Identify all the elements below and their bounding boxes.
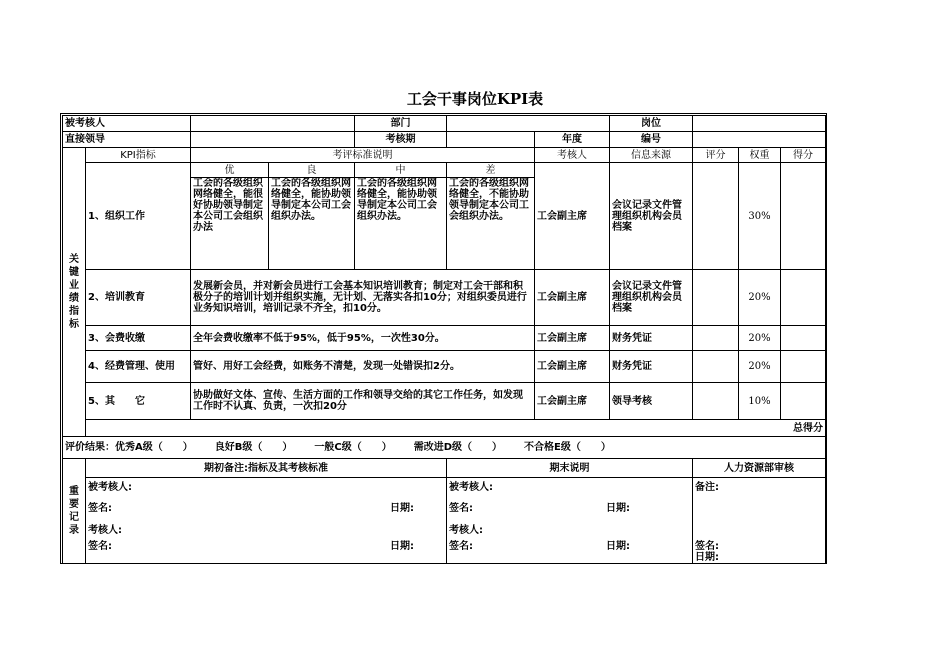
kpi-criteria: 协助做好文体、宣传、生活方面的工作和领导交给的其它工作任务，如发现工作时不认真、负责，一次扣20分 [191, 383, 535, 420]
rating-a[interactable]: 优秀A级（ ） [115, 442, 193, 453]
number-label: 编号 [610, 132, 693, 148]
year-label: 年度 [535, 132, 610, 148]
records-assessor-block [86, 520, 447, 564]
sign-label: 签名: [449, 540, 473, 552]
records-sign-row-1 [86, 497, 447, 520]
evaluation-label: 评价结果： [65, 442, 115, 453]
criteria-excellent: 工会的各级组织网络健全，能很好协助领导制定本公司工会组织办法 [191, 178, 269, 270]
date-label: 日期: [695, 551, 719, 563]
rating-e[interactable]: 不合格E级（ ） [524, 442, 611, 453]
leader-value[interactable] [191, 132, 355, 148]
kpi-table [62, 115, 826, 564]
col-kpi-header: KPI指标 [86, 148, 191, 163]
assessee-value[interactable] [191, 116, 355, 132]
kpi-criteria: 全年会费收缴率不低于95%，低于95%，一次性30分。 [191, 326, 535, 351]
col-assessor-header: 考核人 [535, 148, 610, 163]
sign-label: 签名: [449, 502, 473, 514]
page-title: 工会干事岗位KPI表 [406, 90, 544, 108]
kpi-weight: 20% [739, 270, 781, 326]
kpi-assessor: 工会副主席 [535, 326, 610, 351]
period-label: 考核期 [355, 132, 447, 148]
kpi-name: 2、培训教育 [86, 270, 191, 326]
records-side-label: 重 要 记 录 [63, 459, 86, 564]
sign-label: 签名: [695, 540, 719, 552]
kpi-points[interactable] [781, 270, 826, 326]
kpi-weight: 20% [739, 351, 781, 383]
rating-c[interactable]: 一般C级（ ） [314, 442, 392, 453]
kpi-criteria: 发展新会员，并对新会员进行工会基本知识培训教育；制定对工会干部和积极分子的培训计划并组织实施，无计划、无落实各扣10分；对组织委员进行业务知识培训，培训记录不齐全，扣10分。 [191, 270, 535, 326]
kpi-name: 3、会费收缴 [86, 326, 191, 351]
records-col3-title: 人力资源部审核 [693, 459, 826, 478]
sign-label: 签名: [88, 540, 112, 552]
rating-b[interactable]: 良好B级（ ） [214, 442, 293, 453]
criteria-medium: 工会的各级组织网络健全，能协助领导制定本公司工会组织办法。 [355, 178, 447, 270]
kpi-score[interactable] [693, 270, 739, 326]
kpi-name: 4、经费管理、使用 [86, 351, 191, 383]
period-value[interactable] [447, 132, 535, 148]
records-remark: 备注: [693, 478, 826, 497]
date-label: 日期: [606, 540, 630, 552]
kpi-points[interactable] [781, 326, 826, 351]
kpi-source: 会议记录文件管理组织机构会员档案 [610, 270, 693, 326]
assessor-label: 考核人: [449, 524, 483, 536]
leader-label: 直接领导 [63, 132, 191, 148]
records-assessee-2: 被考核人: [447, 478, 693, 497]
records-col1-title: 期初备注:指标及其考核标准 [86, 459, 447, 478]
records-assessor-block-2 [447, 520, 693, 564]
criteria-good: 工会的各级组织网络健全，能协助领导制定本公司工会组织办法。 [269, 178, 355, 270]
kpi-points[interactable] [781, 163, 826, 270]
kpi-weight: 20% [739, 326, 781, 351]
kpi-points[interactable] [781, 383, 826, 420]
records-sign-row-2 [447, 497, 693, 520]
kpi-score[interactable] [693, 326, 739, 351]
records-hr-block [693, 520, 826, 564]
kpi-name: 5、其 它 [86, 383, 191, 420]
col-points-header: 得分 [781, 148, 826, 163]
kpi-source: 会议记录文件管理组织机构会员档案 [610, 163, 693, 270]
records-assessee: 被考核人: [86, 478, 447, 497]
evaluation-row [63, 437, 826, 459]
sign-label: 签名: [88, 502, 112, 514]
date-label: 日期: [606, 502, 630, 514]
kpi-assessor: 工会副主席 [535, 270, 610, 326]
kpi-criteria: 管好、用好工会经费，如账务不清楚，发现一处错误扣2分。 [191, 351, 535, 383]
col-score-header: 评分 [693, 148, 739, 163]
department-value[interactable] [447, 116, 610, 132]
date-label: 日期: [390, 502, 414, 514]
kpi-name: 1、组织工作 [86, 163, 191, 270]
criteria-poor: 工会的各级组织网络健全，不能协助领导制定本公司工会组织办法。 [447, 178, 535, 270]
records-col2-title: 期末说明 [447, 459, 693, 478]
level-good: 良 [269, 163, 355, 178]
assessee-label: 被考核人 [63, 116, 191, 132]
col-weight-header: 权重 [739, 148, 781, 163]
total-row-blank [86, 420, 739, 437]
kpi-side-label: 关 键 业 绩 指 标 [63, 148, 86, 437]
kpi-assessor: 工会副主席 [535, 163, 610, 270]
kpi-assessor: 工会副主席 [535, 383, 610, 420]
date-label: 日期: [390, 540, 414, 552]
level-poor: 差 [447, 163, 535, 178]
post-value[interactable] [693, 116, 826, 132]
col-criteria-header: 考评标准说明 [191, 148, 535, 163]
records-blank [693, 497, 826, 520]
assessor-label: 考核人: [88, 524, 122, 536]
kpi-weight: 10% [739, 383, 781, 420]
kpi-score[interactable] [693, 163, 739, 270]
kpi-assessor: 工会副主席 [535, 351, 610, 383]
kpi-source: 财务凭证 [610, 326, 693, 351]
level-excellent: 优 [191, 163, 269, 178]
kpi-score[interactable] [693, 351, 739, 383]
col-source-header: 信息来源 [610, 148, 693, 163]
kpi-weight: 30% [739, 163, 781, 270]
level-medium: 中 [355, 163, 447, 178]
department-label: 部门 [355, 116, 447, 132]
kpi-points[interactable] [781, 351, 826, 383]
rating-d[interactable]: 需改进D级（ ） [413, 442, 503, 453]
total-label: 总得分 [739, 420, 826, 437]
number-value[interactable] [693, 132, 826, 148]
kpi-source: 财务凭证 [610, 351, 693, 383]
post-label: 岗位 [610, 116, 693, 132]
kpi-source: 领导考核 [610, 383, 693, 420]
kpi-score[interactable] [693, 383, 739, 420]
